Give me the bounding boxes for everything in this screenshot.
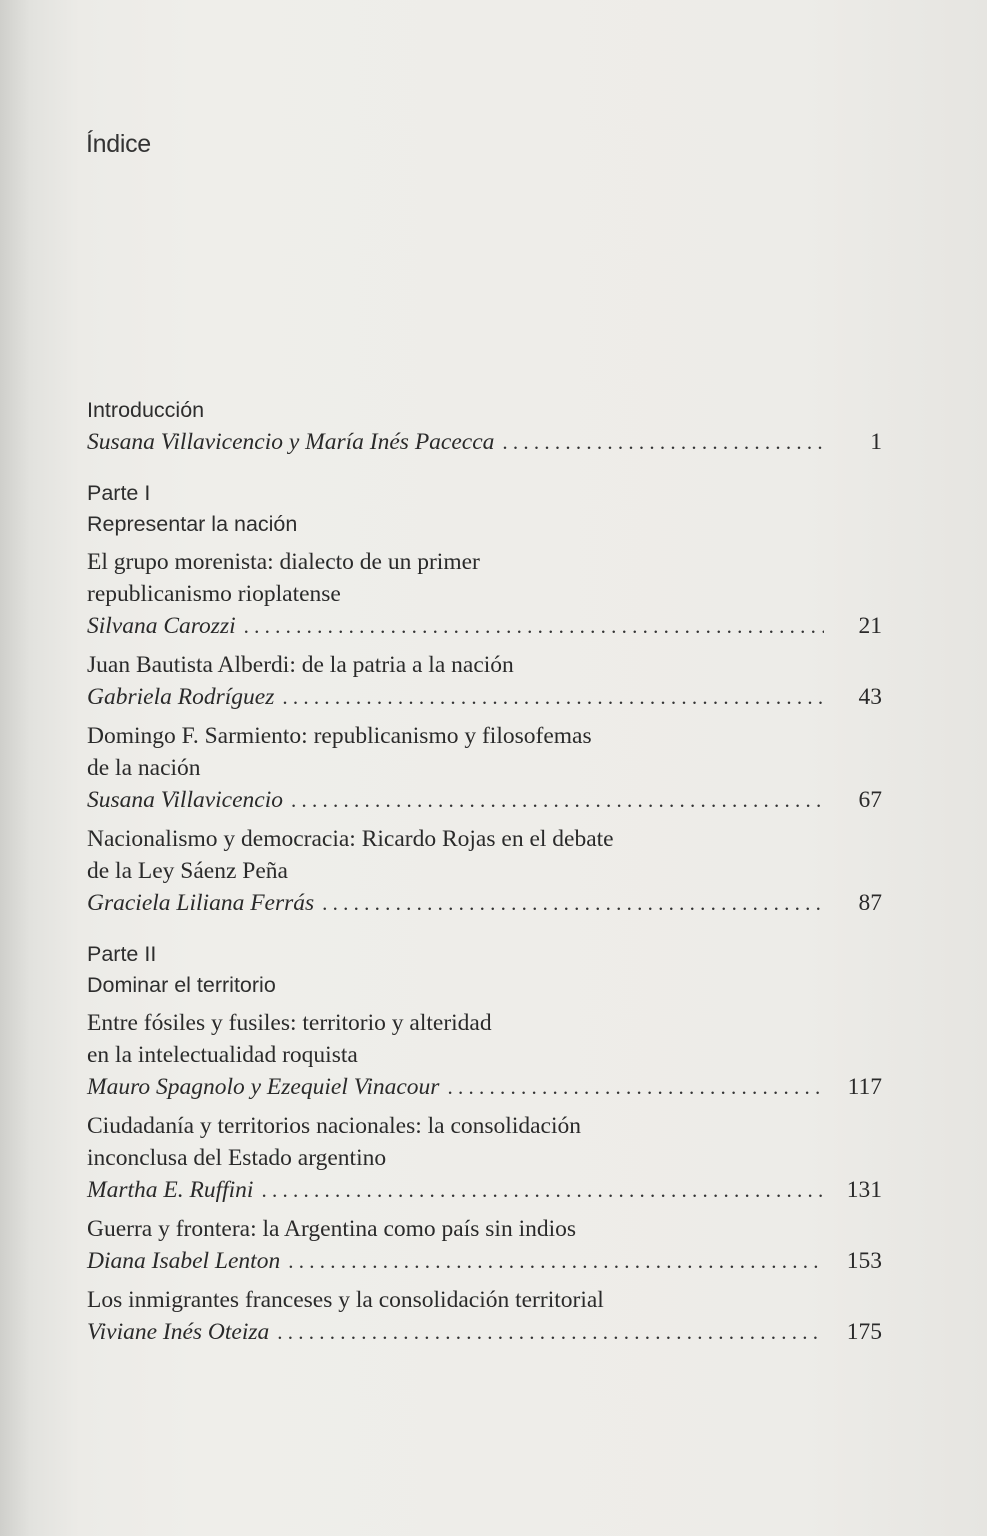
entry-title-line: El grupo morenista: dialecto de un primer bbox=[87, 549, 480, 575]
toc-author-line bbox=[87, 784, 882, 816]
entry-author: Martha E. Ruffini bbox=[87, 1177, 254, 1203]
table-of-contents bbox=[87, 395, 882, 1368]
entry-author: Susana Villavicencio y María Inés Pacecca bbox=[87, 429, 495, 455]
toc-author-line bbox=[87, 1071, 882, 1103]
toc-entry bbox=[87, 720, 882, 816]
toc-author-line bbox=[87, 426, 882, 458]
toc-author-line bbox=[87, 610, 882, 642]
page-number: 43 bbox=[858, 684, 882, 710]
entry-author: Viviane Inés Oteiza bbox=[87, 1319, 270, 1345]
toc-author-line bbox=[87, 1316, 882, 1348]
toc-section-part-2 bbox=[87, 939, 882, 1348]
entry-title-line: de la Ley Sáenz Peña bbox=[87, 858, 288, 884]
entry-author: Graciela Liliana Ferrás bbox=[87, 890, 315, 916]
page-number: 117 bbox=[847, 1074, 882, 1100]
dot-leader bbox=[282, 681, 824, 713]
page-number: 131 bbox=[846, 1177, 882, 1203]
entry-title-line: Ciudadanía y territorios nacionales: la consolidación bbox=[87, 1113, 582, 1139]
part-title: Dominar el territorio bbox=[87, 973, 276, 997]
entry-author: Gabriela Rodríguez bbox=[87, 684, 275, 710]
toc-entry bbox=[87, 649, 882, 713]
part-label: Parte II bbox=[87, 942, 157, 966]
toc-section-part-1 bbox=[87, 478, 882, 919]
dot-leader bbox=[502, 426, 824, 458]
entry-title-line: de la nación bbox=[87, 755, 201, 781]
dot-leader bbox=[277, 1316, 824, 1348]
section-heading: Introducción bbox=[87, 398, 205, 422]
entry-author: Mauro Spagnolo y Ezequiel Vinacour bbox=[87, 1074, 440, 1100]
toc-entry bbox=[87, 1007, 882, 1103]
part-heading bbox=[87, 478, 882, 540]
entry-author: Susana Villavicencio bbox=[87, 787, 283, 813]
part-title: Representar la nación bbox=[87, 512, 298, 536]
toc-author-line bbox=[87, 681, 882, 713]
page-number: 87 bbox=[858, 890, 882, 916]
entry-author: Silvana Carozzi bbox=[87, 613, 236, 639]
page-number: 153 bbox=[846, 1248, 882, 1274]
entry-title-line: Nacionalismo y democracia: Ricardo Rojas en el debate bbox=[87, 826, 614, 852]
entry-title-line: Domingo F. Sarmiento: republicanismo y filosofemas bbox=[87, 723, 592, 749]
page-number: 21 bbox=[858, 613, 882, 639]
toc-entry bbox=[87, 546, 882, 642]
entry-title-line: inconclusa del Estado argentino bbox=[87, 1145, 387, 1171]
toc-entry bbox=[87, 1284, 882, 1348]
dot-leader bbox=[322, 887, 824, 919]
entry-title-line: republicanismo rioplatense bbox=[87, 581, 341, 607]
dot-leader bbox=[261, 1174, 824, 1206]
page-number: 67 bbox=[858, 787, 882, 813]
dot-leader bbox=[291, 784, 824, 816]
dot-leader bbox=[244, 610, 824, 642]
entry-title-line: Los inmigrantes franceses y la consolidación territorial bbox=[87, 1287, 604, 1313]
toc-entry bbox=[87, 1110, 882, 1206]
dot-leader bbox=[288, 1245, 824, 1277]
entry-author: Diana Isabel Lenton bbox=[87, 1248, 281, 1274]
part-heading bbox=[87, 939, 882, 1001]
dot-leader bbox=[447, 1071, 824, 1103]
toc-entry bbox=[87, 1213, 882, 1277]
toc-author-line bbox=[87, 887, 882, 919]
page-title: Índice bbox=[86, 130, 151, 158]
toc-entry bbox=[87, 823, 882, 919]
entry-title-line: Entre fósiles y fusiles: territorio y alteridad bbox=[87, 1010, 492, 1036]
toc-section-introduction bbox=[87, 395, 882, 458]
entry-title-line: en la intelectualidad roquista bbox=[87, 1042, 358, 1068]
page-number: 175 bbox=[846, 1319, 882, 1345]
toc-author-line bbox=[87, 1245, 882, 1277]
part-label: Parte I bbox=[87, 481, 151, 505]
page-number: 1 bbox=[870, 429, 882, 455]
toc-author-line bbox=[87, 1174, 882, 1206]
entry-title-line: Juan Bautista Alberdi: de la patria a la nación bbox=[87, 652, 514, 678]
entry-title-line: Guerra y frontera: la Argentina como país sin indios bbox=[87, 1216, 577, 1242]
